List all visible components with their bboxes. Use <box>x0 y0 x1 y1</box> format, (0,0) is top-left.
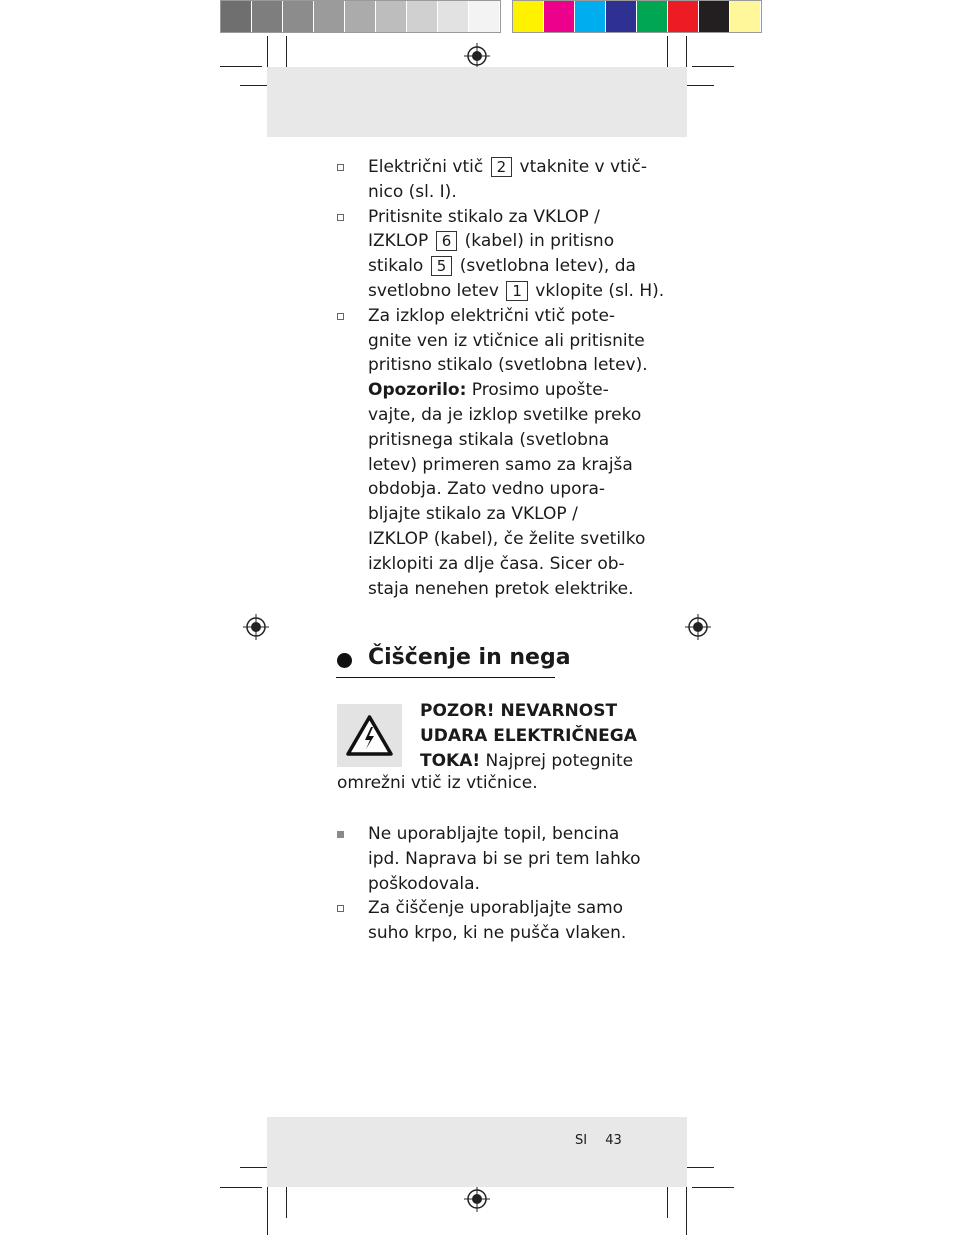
text-line <box>368 453 636 478</box>
text-line <box>368 577 636 602</box>
section-title: Čiščenje in nega <box>368 645 571 670</box>
text-line <box>368 180 636 205</box>
gray-swatch <box>283 1 314 32</box>
crop-mark <box>220 66 262 67</box>
color-swatches <box>512 0 762 33</box>
text-run: ipd. Naprava bi se pri tem lahko <box>368 848 641 869</box>
color-swatch <box>513 1 544 32</box>
text-line <box>368 279 665 304</box>
bold-label: TOKA! <box>420 750 481 771</box>
bold-label: UDARA ELEKTRIČNEGA <box>420 725 637 746</box>
text-run: vtaknite v vtič- <box>514 157 647 177</box>
crop-mark <box>220 1187 262 1188</box>
text-run: Ne uporabljajte topil, bencina <box>368 824 620 844</box>
text-run: obdobja. Zato vedno upora- <box>368 479 606 500</box>
text-line <box>368 353 648 378</box>
text-run: pritisnega stikala (svetlobna <box>368 429 610 450</box>
registration-mark-icon <box>464 1186 490 1212</box>
text-run: suho krpo, ki ne pušča vlaken. <box>368 923 627 944</box>
bold-label: POZOR! NEVARNOST <box>420 701 618 721</box>
list-item <box>336 155 647 205</box>
text-line <box>368 304 636 329</box>
instruction-list <box>336 155 665 601</box>
text-run: (svetlobna letev), da <box>454 256 636 277</box>
list-item <box>336 896 636 946</box>
text-line <box>368 847 641 872</box>
text-run: vklopite (sl. H). <box>529 280 665 301</box>
text-run: stikalo <box>368 256 429 277</box>
text-line <box>368 921 636 946</box>
footer-band <box>267 1117 687 1187</box>
square-bullet-icon <box>337 214 344 221</box>
text-run: IZKLOP <box>368 231 434 252</box>
heading-bullet-icon <box>337 653 352 668</box>
warning-icon-box <box>337 704 402 767</box>
gray-swatch <box>407 1 438 32</box>
gray-swatch <box>345 1 376 32</box>
list-item <box>336 304 648 602</box>
text-run: Električni vtič <box>368 157 489 177</box>
text-line <box>368 527 646 552</box>
color-swatch <box>730 1 761 32</box>
text-run: (kabel) in pritisno <box>459 231 615 252</box>
text-run: vajte, da je izklop svetilke preko <box>368 404 642 425</box>
gray-swatch <box>469 1 500 32</box>
text-line <box>368 229 636 254</box>
text-line <box>368 329 645 354</box>
text-line <box>368 477 636 502</box>
text-run: izklopiti za dlje časa. Sicer ob- <box>368 553 625 574</box>
text-run: bljajte stikalo za VKLOP / <box>368 504 578 525</box>
care-list <box>336 822 641 946</box>
list-item <box>336 822 641 896</box>
warning-text <box>420 699 640 773</box>
text-run: gnite ven iz vtičnice ali pritisnite <box>368 330 645 351</box>
page-number: 43 <box>605 1133 622 1148</box>
printer-color-bar <box>220 0 762 33</box>
text-line <box>368 502 636 527</box>
text-line <box>420 699 640 724</box>
text-line <box>368 552 636 577</box>
text-run: nico (sl. I). <box>368 181 457 202</box>
text-run: Prosimo upošte- <box>466 380 609 401</box>
color-swatch <box>699 1 730 32</box>
list-item <box>336 205 665 304</box>
electric-shock-warning-icon <box>337 704 402 767</box>
crop-mark <box>667 1182 668 1218</box>
text-run: poškodovala. <box>368 873 480 894</box>
crop-mark <box>692 1187 734 1188</box>
registration-mark-icon <box>243 614 269 640</box>
language-code: SI <box>575 1133 588 1148</box>
warning-continuation: omrežni vtič iz vtičnice. <box>337 773 538 793</box>
text-run: IZKLOP (kabel), če želite svetilko <box>368 528 646 549</box>
text-line <box>368 822 636 847</box>
part-number-box: 1 <box>506 281 528 301</box>
text-run: Najprej potegnite <box>480 750 634 771</box>
crop-mark <box>267 1187 268 1235</box>
text-run: Za čiščenje uporabljajte samo <box>368 898 624 919</box>
crop-mark <box>286 1182 287 1218</box>
color-swatch <box>606 1 637 32</box>
text-line <box>368 254 636 279</box>
text-line <box>368 428 636 453</box>
crop-mark <box>686 1187 687 1235</box>
gray-scale-swatches <box>220 0 501 33</box>
text-run: svetlobno letev <box>368 280 505 301</box>
bold-label: Opozorilo: <box>368 380 467 401</box>
color-swatch <box>668 1 699 32</box>
text-line <box>368 896 636 921</box>
square-bullet-icon <box>337 831 344 838</box>
part-number-box: 6 <box>436 231 458 251</box>
square-bullet-icon <box>337 905 344 912</box>
text-line <box>368 205 636 230</box>
square-bullet-icon <box>337 164 344 171</box>
header-band <box>267 67 687 137</box>
gray-swatch <box>438 1 469 32</box>
gray-swatch <box>314 1 345 32</box>
text-run: pritisno stikalo (svetlobna letev). <box>368 355 648 376</box>
section-heading <box>336 643 571 678</box>
registration-mark-icon <box>464 43 490 69</box>
crop-mark <box>692 66 734 67</box>
text-run: Za izklop električni vtič pote- <box>368 305 616 326</box>
gray-swatch <box>376 1 407 32</box>
gray-swatch <box>252 1 283 32</box>
text-run: Pritisnite stikalo za VKLOP / <box>368 206 600 227</box>
registration-mark-icon <box>685 614 711 640</box>
part-number-box: 5 <box>431 256 453 276</box>
page-footer <box>575 1133 636 1148</box>
text-line <box>368 872 636 897</box>
text-run: staja nenehen pretok elektrike. <box>368 578 634 599</box>
text-line <box>368 403 642 428</box>
text-line <box>420 724 640 749</box>
square-bullet-icon <box>337 313 344 320</box>
part-number-box: 2 <box>491 157 513 177</box>
text-run: letev) primeren samo za krajša <box>368 454 633 475</box>
color-swatch <box>637 1 668 32</box>
text-line <box>420 749 640 774</box>
color-swatch <box>544 1 575 32</box>
text-line <box>368 378 636 403</box>
text-line <box>368 155 647 180</box>
color-swatch <box>575 1 606 32</box>
gray-swatch <box>221 1 252 32</box>
